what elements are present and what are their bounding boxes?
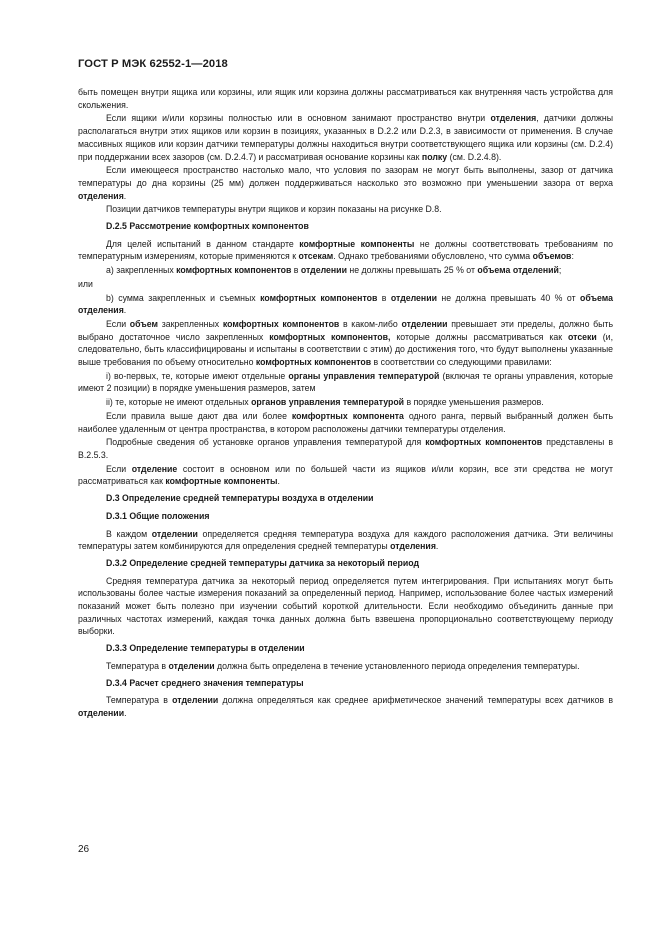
section-heading: D.3.1 Общие положения — [106, 510, 210, 521]
section-heading: D.2.5 Рассмотрение комфортных компонентов — [106, 221, 309, 232]
document-page — [78, 58, 613, 721]
document-body — [78, 86, 613, 720]
paragraph: или — [78, 278, 93, 289]
paragraph: i) во-первых, те, которые имеют отдельные органы управления температурой (включая те органы управления, которые имеют 2 позиции) в порядке уменьшения размеров, затем — [78, 370, 613, 394]
paragraph: ii) те, которые не имеют отдельных органов управления температурой в порядке уменьшения размеров. — [106, 397, 544, 408]
paragraph: Температура в отделении должна быть определена в течение установленного периода определения температуры. — [106, 660, 580, 671]
paragraph: Позиции датчиков температуры внутри ящиков и корзин показаны на рисунке D.8. — [106, 204, 442, 215]
paragraph: В каждом отделении определяется средняя температура воздуха для каждого расположения датчика. Эти величины температуры затем комбинируются для определения средней температуры отделения. — [78, 528, 613, 552]
paragraph: Если объем закрепленных комфортных компонентов в каком-либо отделении превышает эти пределы, должно быть выбрано достаточное число закрепленных комфортных компонентов, которые должны рассматриваться как отсеки (и, следовательно, быть классифицированы и испытаны в соответствии с этим) до достижения того, что будут выполнены указанные выше требования по объему относительно комфортных компонентов в соответствии со следующими правилами: — [78, 318, 614, 368]
page-number: 26 — [78, 844, 90, 855]
section-heading: D.3.4 Расчет среднего значения температуры — [106, 677, 304, 688]
paragraph: Если правила выше дают два или более комфортных компонента одного ранга, первый выбранный должен быть наиболее удаленным от центра пространства, в котором расположены датчики температуры отделения. — [78, 410, 613, 434]
paragraph: b) сумма закрепленных и съемных комфортных компонентов в отделении не должна превышать 40 % от объема отделения. — [78, 292, 614, 316]
paragraph: Температура в отделении должна определяться как среднее арифметическое значений температуры всех датчиков в отделении. — [78, 695, 613, 718]
paragraph: Если ящики и/или корзины полностью или в основном занимают пространство внутри отделения, датчики должны располагаться внутри этих ящиков или корзин в позициях, указанных в D.2.2 или D.2.3, в зависимости от применения. В случае массивных ящиков или корзин датчики температуры должны находиться внутри соответствующего ящика или корзины (см. D.2.4) при поддержании всех зазоров (см. D.2.4.7) и рассматривая основание корзины как полку (см. D.2.4.8). — [78, 113, 613, 162]
document-header-title: ГОСТ Р МЭК 62552-1—2018 — [78, 58, 228, 70]
paragraph: Подробные сведения об установке органов управления температурой для комфортных компонентов представлены в B.2.5.3. — [78, 437, 613, 460]
paragraph: быть помещен внутри ящика или корзины, или ящик или корзина должны рассматриваться как внутренняя часть устройства для скольжения. — [78, 87, 613, 110]
paragraph: Если отделение состоит в основном или по большей части из ящиков и/или корзин, все эти средства не могут рассматриваться как комфортные компоненты. — [78, 463, 613, 487]
paragraph: Если имеющееся пространство настолько мало, что условия по зазорам не могут быть выполнены, зазор от датчика температуры до дна корзины (25 мм) должен поддерживаться насколько это возможно при уменьшении зазора от верха отделения. — [78, 165, 613, 201]
paragraph: Для целей испытаний в данном стандарте комфортные компоненты не должны соответствовать требованиям по температурным измерениям, которые применяются к отсекам. Однако требованиями обусловлено, что сумма объемов: — [78, 238, 613, 262]
section-heading: D.3.3 Определение температуры в отделении — [106, 643, 305, 654]
section-heading: D.3 Определение средней температуры воздуха в отделении — [106, 493, 374, 504]
paragraph: Средняя температура датчика за некоторый период определяется путем интегрирования. При испытаниях могут быть использованы более частые измерения показаний за определенный период. Например, использование более частых измерений показаний может быть полезно при изучении событий короткой длительности. Если необходимо объединить данные при различных частотах измерений, каждая точка данных должна быть взвешена пропорционально соответствующему периоду выборки. — [78, 575, 613, 637]
paragraph: а) закрепленных комфортных компонентов в отделении не должны превышать 25 % от объема отделений; — [106, 265, 562, 276]
section-heading: D.3.2 Определение средней температуры датчика за некоторый период — [106, 557, 420, 568]
